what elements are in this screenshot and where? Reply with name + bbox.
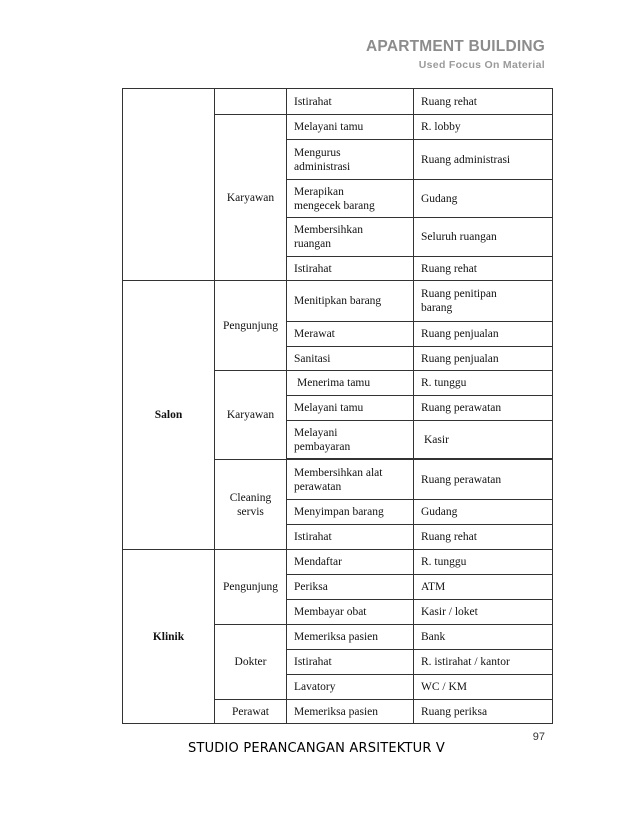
space-cell: Ruang rehat <box>414 89 553 115</box>
activity-line: Mengurus <box>294 146 341 159</box>
activity-cell: Melayani tamu <box>287 396 414 421</box>
page-number: 97 <box>532 731 545 743</box>
user-cell <box>215 460 287 550</box>
user-cell: Pengunjung <box>215 281 287 371</box>
space-cell: R. istirahat / kantor <box>414 650 553 675</box>
table-row <box>123 281 553 322</box>
activity-line: Membersihkan <box>294 224 363 236</box>
activity-cell <box>287 421 414 459</box>
space-line: Ruang penitipan <box>421 288 497 300</box>
activity-line: mengecek barang <box>294 199 375 212</box>
space-cell <box>414 281 553 322</box>
activity-cell: Menerima tamu <box>287 371 414 396</box>
space-cell: Ruang penjualan <box>414 322 553 347</box>
activity-line: ruangan <box>294 238 332 250</box>
space-cell: Bank <box>414 625 553 650</box>
activity-line: pembayaran <box>294 440 351 453</box>
space-cell: Ruang rehat <box>414 525 553 550</box>
group-cell: Klinik <box>123 550 215 724</box>
activity-cell: Memeriksa pasien <box>287 625 414 650</box>
user-cell: Dokter <box>215 625 287 700</box>
activity-line: administrasi <box>294 160 351 173</box>
table-row <box>123 550 553 575</box>
space-cell: Gudang <box>414 500 553 525</box>
user-cell <box>215 89 287 115</box>
space-cell: R. tunggu <box>414 550 553 575</box>
space-cell: Ruang rehat <box>414 257 553 281</box>
activity-cell: Menitipkan barang <box>287 281 414 322</box>
user-cell: Karyawan <box>215 371 287 460</box>
activity-cell: Mendaftar <box>287 550 414 575</box>
activity-line: Membersihkan alat <box>294 466 383 479</box>
group-cell <box>123 89 215 281</box>
activity-line: perawatan <box>294 480 342 493</box>
activity-cell: Menyimpan barang <box>287 500 414 525</box>
space-cell: Ruang periksa <box>414 700 553 724</box>
activity-cell <box>287 218 414 257</box>
activity-cell: Membayar obat <box>287 600 414 625</box>
space-cell: WC / KM <box>414 675 553 700</box>
space-cell: Ruang perawatan <box>414 460 553 500</box>
space-cell: ATM <box>414 575 553 600</box>
activity-cell: Istirahat <box>287 89 414 115</box>
activity-cell <box>287 180 414 218</box>
activity-cell: Merawat <box>287 322 414 347</box>
user-cell: Karyawan <box>215 115 287 281</box>
header-title: APARTMENT BUILDING <box>366 38 545 55</box>
space-line: barang <box>421 302 453 314</box>
user-cell: Perawat <box>215 700 287 724</box>
activity-cell: Istirahat <box>287 525 414 550</box>
activity-cell: Lavatory <box>287 675 414 700</box>
space-cell: Ruang penjualan <box>414 347 553 371</box>
activity-cell: Memeriksa pasien <box>287 700 414 724</box>
activity-table <box>122 88 553 724</box>
activity-line: Melayani <box>294 426 338 439</box>
footer-text: STUDIO PERANCANGAN ARSITEKTUR V <box>188 741 446 756</box>
user-line: servis <box>237 505 264 518</box>
space-cell: R. lobby <box>414 115 553 140</box>
activity-cell <box>287 460 414 500</box>
space-cell: Ruang administrasi <box>414 140 553 180</box>
space-cell: Ruang perawatan <box>414 396 553 421</box>
user-cell: Pengunjung <box>215 550 287 625</box>
space-cell: Gudang <box>414 180 553 218</box>
table-row <box>123 89 553 115</box>
activity-cell: Sanitasi <box>287 347 414 371</box>
activity-line: Merapikan <box>294 185 344 198</box>
activity-cell: Melayani tamu <box>287 115 414 140</box>
space-cell: R. tunggu <box>414 371 553 396</box>
activity-cell <box>287 140 414 180</box>
activity-cell: Periksa <box>287 575 414 600</box>
activity-cell: Istirahat <box>287 257 414 281</box>
header-subtitle: Used Focus On Material <box>418 59 545 71</box>
user-line: Cleaning <box>229 491 272 504</box>
space-cell: Kasir / loket <box>414 600 553 625</box>
space-cell: Seluruh ruangan <box>414 218 553 257</box>
group-cell: Salon <box>123 281 215 550</box>
activity-cell: Istirahat <box>287 650 414 675</box>
space-cell: Kasir <box>414 421 553 459</box>
